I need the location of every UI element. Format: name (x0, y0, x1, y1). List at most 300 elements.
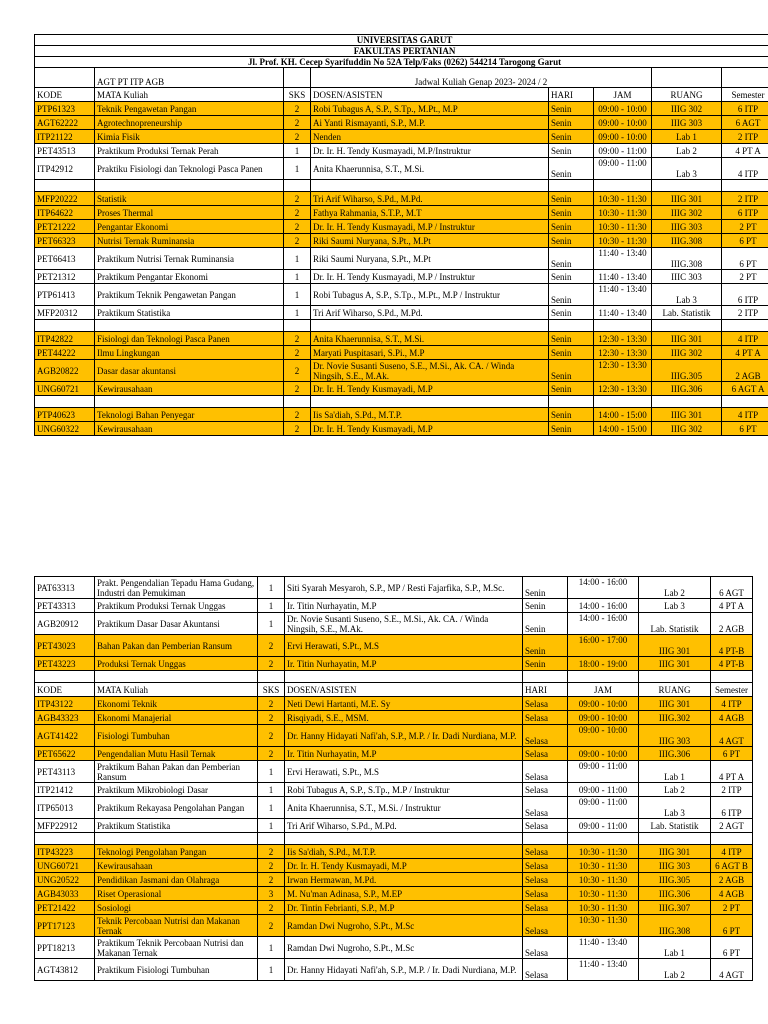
semester: 6 AGT (711, 577, 753, 599)
lecturer: Maryati Puspitasari, S.Pi., M.P (311, 346, 549, 360)
blank-cell (35, 320, 95, 332)
table-row (35, 635, 753, 657)
room: IIIG 303 (639, 859, 711, 873)
room: IIIG 301 (652, 332, 722, 346)
course-sks: 1 (284, 284, 311, 306)
course-name: Nutrisi Ternak Ruminansia (95, 234, 284, 248)
room: IIIG.306 (652, 382, 722, 396)
col-hari: HARI (549, 88, 594, 102)
day: Senin (549, 346, 594, 360)
blank-cell (285, 833, 523, 845)
lecturer: Ir. Titin Nurhayatin, M.P (285, 657, 523, 671)
header-spacer (652, 68, 722, 88)
course-code: UNG60322 (35, 422, 95, 436)
lecturer: Ramdan Dwi Nugroho, S.Pt., M.Sc (285, 937, 523, 959)
lecturer: Siti Syarah Mesyaroh, S.P., MP / Resti Fajarfika, S.P., M.Sc. (285, 577, 523, 599)
course-name: Praktikum Dasar Dasar Akuntansi (95, 613, 258, 635)
room: Lab 2 (639, 783, 711, 797)
day: Senin (549, 192, 594, 206)
course-name: Dasar dasar akuntansi (95, 360, 284, 382)
table-row (35, 144, 768, 158)
course-sks: 2 (284, 408, 311, 422)
table-row (35, 346, 768, 360)
course-name: Ilmu Lingkungan (95, 346, 284, 360)
table-row (35, 937, 753, 959)
lecturer: Dr. Ir. H. Tendy Kusmayadi, M.P / Instruktur (311, 220, 549, 234)
blank-cell (284, 320, 311, 332)
lecturer: Iis Sa'diah, S.Pd., M.T.P. (285, 845, 523, 859)
table-row (35, 845, 753, 859)
room: Lab 1 (652, 130, 722, 144)
course-code: MFP22912 (35, 819, 95, 833)
course-code: AGB20912 (35, 613, 95, 635)
course-code: PAT63313 (35, 577, 95, 599)
lecturer: Ir. Titin Nurhayatin, M.P (285, 599, 523, 613)
day: Selasa (523, 901, 568, 915)
room: IIIG.306 (639, 747, 711, 761)
course-sks: 1 (284, 270, 311, 284)
course-code: PET21312 (35, 270, 95, 284)
course-code: PET43513 (35, 144, 95, 158)
semester: 4 PT A (722, 346, 768, 360)
semester: 6 AGT (722, 116, 768, 130)
course-code: PET65622 (35, 747, 95, 761)
room: IIIG 302 (652, 422, 722, 436)
time: 09:00 - 10:00 (594, 116, 652, 130)
time: 12:30 - 13:30 (594, 360, 652, 382)
table-row (35, 887, 753, 901)
course-sks: 2 (284, 332, 311, 346)
time: 09:00 - 11:00 (568, 819, 639, 833)
course-name: Kimia Fisik (95, 130, 284, 144)
day: Senin (549, 130, 594, 144)
day: Selasa (523, 887, 568, 901)
blank-cell (523, 833, 568, 845)
room: Lab 2 (652, 144, 722, 158)
lecturer: Dr. Novie Susanti Suseno, S.E., M.Si., Ak. CA. / Winda Ningsih, S.E., M.Ak. (311, 360, 549, 382)
room: Lab. Statistik (639, 819, 711, 833)
room: Lab. Statistik (652, 306, 722, 320)
blank-cell (258, 833, 285, 845)
semester: 6 ITP (722, 102, 768, 116)
room: Lab 3 (652, 158, 722, 180)
lecturer: Tri Arif Wiharso, S.Pd., M.Pd. (285, 819, 523, 833)
lecturer: Ervi Herawati, S.Pt., M.S (285, 635, 523, 657)
time: 09:00 - 11:00 (594, 158, 652, 180)
day: Senin (549, 284, 594, 306)
col-dosen: DOSEN/ASISTEN (311, 88, 549, 102)
day: Selasa (523, 873, 568, 887)
table-2-body (35, 577, 753, 981)
course-sks: 2 (258, 747, 285, 761)
lecturer: Dr. Ir. H. Tendy Kusmayadi, M.P / Instruktur (311, 270, 549, 284)
column-header-row (35, 683, 753, 697)
semester: 4 ITP (722, 158, 768, 180)
lecturer: Anita Khaerunnisa, S.T., M.Si. / Instruktur (285, 797, 523, 819)
course-name: Praktikum Produksi Ternak Perah (95, 144, 284, 158)
course-name: Riset Operasional (95, 887, 258, 901)
lecturer: Dr. Novie Susanti Suseno, S.E., M.Si., Ak. CA. / Winda Ningsih, S.E., M.Ak. (285, 613, 523, 635)
course-sks: 1 (284, 248, 311, 270)
lecturer: Robi Tubagus A, S.P., S.Tp., M.Pt., M.P (311, 102, 549, 116)
course-sks: 1 (258, 937, 285, 959)
course-name: Praktikum Fisiologi Tumbuhan (95, 959, 258, 981)
col-jam: JAM (594, 88, 652, 102)
day: Selasa (523, 747, 568, 761)
room: IIIG.308 (652, 248, 722, 270)
blank-cell (549, 320, 594, 332)
course-sks: 2 (284, 360, 311, 382)
room: Lab 2 (639, 577, 711, 599)
col-mata-kuliah: MATA Kuliah (95, 88, 284, 102)
semester: 2 PT (722, 270, 768, 284)
course-code: PET43313 (35, 599, 95, 613)
course-code: PET21422 (35, 901, 95, 915)
day: Selasa (523, 761, 568, 783)
header-spacer (284, 68, 311, 88)
column-header: DOSEN/ASISTEN (285, 683, 523, 697)
course-sks: 2 (284, 206, 311, 220)
table-row (35, 747, 753, 761)
course-code: UNG60721 (35, 382, 95, 396)
course-sks: 2 (258, 711, 285, 725)
room: IIIG 301 (652, 408, 722, 422)
col-kode: KODE (35, 88, 95, 102)
table-row (35, 270, 768, 284)
table-row (35, 422, 768, 436)
course-code: PTP61413 (35, 284, 95, 306)
course-sks: 2 (258, 697, 285, 711)
table-row (35, 102, 768, 116)
time: 10:30 - 11:30 (568, 887, 639, 901)
room: IIIG 302 (652, 346, 722, 360)
lecturer: Irwan Hermawan, M.Pd. (285, 873, 523, 887)
room: Lab 3 (652, 284, 722, 306)
course-name: Praktikum Nutrisi Ternak Ruminansia (95, 248, 284, 270)
course-code: ITP43223 (35, 845, 95, 859)
schedule-table-2 (34, 576, 753, 981)
day: Senin (523, 577, 568, 599)
day: Selasa (523, 819, 568, 833)
time: 11:40 - 13:40 (594, 306, 652, 320)
day: Senin (549, 422, 594, 436)
time: 09:00 - 10:00 (568, 697, 639, 711)
semester: 6 PT (722, 234, 768, 248)
day: Senin (549, 144, 594, 158)
course-name: Praktikum Rekayasa Pengolahan Pangan (95, 797, 258, 819)
day: Senin (549, 158, 594, 180)
course-sks: 2 (284, 346, 311, 360)
course-name: Produksi Ternak Unggas (95, 657, 258, 671)
blank-cell (35, 671, 95, 683)
time: 11:40 - 13:40 (594, 270, 652, 284)
blank-cell (639, 671, 711, 683)
course-sks: 2 (284, 102, 311, 116)
lecturer: Dr. Ir. H. Tendy Kusmayadi, M.P/Instruktur (311, 144, 549, 158)
day: Senin (549, 360, 594, 382)
semester: 4 ITP (711, 845, 753, 859)
room: IIIG.302 (639, 711, 711, 725)
day: Senin (549, 408, 594, 422)
course-sks: 2 (258, 657, 285, 671)
time: 10:30 - 11:30 (568, 915, 639, 937)
semester: 4 PT A (711, 599, 753, 613)
blank-cell (594, 396, 652, 408)
course-code: PET66323 (35, 234, 95, 248)
header-spacer (722, 68, 768, 88)
course-name: Proses Thermal (95, 206, 284, 220)
course-sks: 2 (284, 116, 311, 130)
lecturer: Iis Sa'diah, S.Pd., M.T.P. (311, 408, 549, 422)
table-row (35, 697, 753, 711)
table-row (35, 116, 768, 130)
table-row (35, 206, 768, 220)
course-name: Ekonomi Teknik (95, 697, 258, 711)
course-sks: 1 (258, 577, 285, 599)
table-row (35, 599, 753, 613)
table-row (35, 711, 753, 725)
course-code: PPT17123 (35, 915, 95, 937)
time: 11:40 - 13:40 (568, 959, 639, 981)
column-header: Semester (711, 683, 753, 697)
course-code: AGB20822 (35, 360, 95, 382)
blank-cell (35, 180, 95, 192)
day: Senin (549, 270, 594, 284)
semester: 4 ITP (722, 332, 768, 346)
course-code: AGB43033 (35, 887, 95, 901)
lecturer: Tri Arif Wiharso, S.Pd., M.Pd. (311, 306, 549, 320)
semester: 4 ITP (722, 408, 768, 422)
lecturer: Dr. Tintin Febrianti, S.P., M.P (285, 901, 523, 915)
time: 09:00 - 11:00 (594, 144, 652, 158)
semester: 6 AGT B (711, 859, 753, 873)
column-header: SKS (258, 683, 285, 697)
semester: 6 ITP (722, 284, 768, 306)
course-sks: 1 (258, 613, 285, 635)
lecturer: Riki Saumi Nuryana, S.Pt., M.Pt (311, 248, 549, 270)
course-name: Fisiologi Tumbuhan (95, 725, 258, 747)
day: Senin (549, 116, 594, 130)
lecturer: Dr. Ir. H. Tendy Kusmayadi, M.P (285, 859, 523, 873)
semester: 2 ITP (722, 192, 768, 206)
column-header-row (35, 88, 768, 102)
table-row (35, 797, 753, 819)
program-list: AGT PT ITP AGB (95, 68, 284, 88)
blank-row (35, 320, 768, 332)
lecturer: Dr. Ir. H. Tendy Kusmayadi, M.P (311, 382, 549, 396)
room: IIIG 301 (639, 845, 711, 859)
room: IIIG.307 (639, 901, 711, 915)
blank-cell (95, 320, 284, 332)
course-sks: 2 (258, 859, 285, 873)
lecturer: Riki Saumi Nuryana, S.Pt., M.Pt (311, 234, 549, 248)
room: Lab 1 (639, 761, 711, 783)
room: Lab 2 (639, 959, 711, 981)
course-code: ITP42822 (35, 332, 95, 346)
blank-cell (652, 180, 722, 192)
day: Selasa (523, 797, 568, 819)
semester: 2 ITP (711, 783, 753, 797)
course-code: UNG60721 (35, 859, 95, 873)
time: 14:00 - 16:00 (568, 577, 639, 599)
lecturer: Nenden (311, 130, 549, 144)
room: IIIC 303 (652, 270, 722, 284)
lecturer: Dr. Hanny Hidayati Nafi'ah, S.P., M.P. / Ir. Dadi Nurdiana, M.P. (285, 725, 523, 747)
course-sks: 1 (258, 819, 285, 833)
blank-cell (722, 180, 768, 192)
semester: 2 PT (711, 901, 753, 915)
course-name: Fisiologi dan Teknologi Pasca Panen (95, 332, 284, 346)
lecturer: Anita Khaerunnisa, S.T., M.Si. (311, 332, 549, 346)
table-row (35, 332, 768, 346)
time: 10:30 - 11:30 (594, 206, 652, 220)
course-sks: 2 (258, 873, 285, 887)
room: Lab 1 (639, 937, 711, 959)
day: Senin (523, 613, 568, 635)
course-name: Praktikum Produksi Ternak Unggas (95, 599, 258, 613)
lecturer: Ervi Herawati, S.Pt., M.S (285, 761, 523, 783)
semester: 6 PT (722, 248, 768, 270)
course-code: ITP64622 (35, 206, 95, 220)
course-name: Praktikum Teknik Percobaan Nutrisi dan Makanan Ternak (95, 937, 258, 959)
blank-row (35, 833, 753, 845)
column-header: MATA Kuliah (95, 683, 258, 697)
blank-cell (311, 180, 549, 192)
semester: 2 AGB (722, 360, 768, 382)
time: 10:30 - 11:30 (594, 220, 652, 234)
semester: 4 PT-B (711, 657, 753, 671)
lecturer: Ir. Titin Nurhayatin, M.P (285, 747, 523, 761)
course-sks: 2 (258, 901, 285, 915)
table-row (35, 220, 768, 234)
course-sks: 1 (258, 761, 285, 783)
room: IIIG 301 (639, 657, 711, 671)
course-sks: 1 (284, 158, 311, 180)
course-code: UNG20522 (35, 873, 95, 887)
day: Senin (549, 332, 594, 346)
blank-cell (568, 833, 639, 845)
semester: 6 ITP (711, 797, 753, 819)
course-code: PPT18213 (35, 937, 95, 959)
course-code: AGB43323 (35, 711, 95, 725)
course-sks: 2 (258, 845, 285, 859)
time: 18:00 - 19:00 (568, 657, 639, 671)
day: Selasa (523, 937, 568, 959)
course-name: Bahan Pakan dan Pemberian Ransum (95, 635, 258, 657)
time: 12:30 - 13:30 (594, 382, 652, 396)
table-row (35, 873, 753, 887)
course-sks: 2 (258, 635, 285, 657)
room: IIIG.306 (639, 887, 711, 901)
course-name: Praktikum Mikrobiologi Dasar (95, 783, 258, 797)
time: 16:00 - 17:00 (568, 635, 639, 657)
semester: 2 AGB (711, 873, 753, 887)
day: Selasa (523, 711, 568, 725)
semester: 6 PT (722, 422, 768, 436)
table-row (35, 382, 768, 396)
course-code: PTP40623 (35, 408, 95, 422)
table-row (35, 408, 768, 422)
blank-cell (711, 671, 753, 683)
room: IIIG 303 (639, 725, 711, 747)
room: IIIG.308 (652, 234, 722, 248)
course-sks: 1 (284, 306, 311, 320)
day: Senin (523, 635, 568, 657)
time: 14:00 - 15:00 (594, 408, 652, 422)
course-code: PTP61323 (35, 102, 95, 116)
blank-cell (652, 320, 722, 332)
course-name: Pendidikan Jasmani dan Olahraga (95, 873, 258, 887)
column-header: JAM (568, 683, 639, 697)
table-row (35, 234, 768, 248)
course-sks: 3 (258, 887, 285, 901)
time: 09:00 - 11:00 (568, 797, 639, 819)
table-row (35, 859, 753, 873)
time: 10:30 - 11:30 (568, 873, 639, 887)
course-code: ITP21122 (35, 130, 95, 144)
day: Selasa (523, 845, 568, 859)
col-sks: SKS (284, 88, 311, 102)
header-spacer (35, 68, 95, 88)
university-name: UNIVERSITAS GARUT (35, 35, 768, 46)
day: Senin (549, 248, 594, 270)
course-name: Kewirausahaan (95, 422, 284, 436)
room: Lab 3 (639, 599, 711, 613)
course-code: PET21222 (35, 220, 95, 234)
semester: 6 PT (711, 747, 753, 761)
lecturer: Risqiyadi, S.E., MSM. (285, 711, 523, 725)
table-row (35, 248, 768, 270)
table-row (35, 761, 753, 783)
table-row (35, 360, 768, 382)
time: 11:40 - 13:40 (594, 248, 652, 270)
time: 09:00 - 10:00 (568, 711, 639, 725)
course-name: Praktikum Statistika (95, 306, 284, 320)
faculty-name: FAKULTAS PERTANIAN (35, 46, 768, 57)
time: 10:30 - 11:30 (568, 845, 639, 859)
schedule-table-1 (34, 34, 768, 436)
course-code: AGT41422 (35, 725, 95, 747)
lecturer: Tri Arif Wiharso, S.Pd., M.Pd. (311, 192, 549, 206)
time: 09:00 - 11:00 (568, 761, 639, 783)
semester: 4 AGB (711, 887, 753, 901)
course-code: PET66413 (35, 248, 95, 270)
course-name: Praktikum Statistika (95, 819, 258, 833)
course-sks: 1 (284, 144, 311, 158)
day: Senin (549, 306, 594, 320)
lecturer: Fathya Rahmania, S.T.P., M.T (311, 206, 549, 220)
table-1-body (35, 102, 768, 436)
room: IIIG.305 (639, 873, 711, 887)
blank-cell (284, 180, 311, 192)
course-sks: 1 (258, 599, 285, 613)
semester: 4 PT A (722, 144, 768, 158)
course-sks: 1 (258, 783, 285, 797)
room: IIIG.305 (652, 360, 722, 382)
day: Selasa (523, 783, 568, 797)
semester: 2 PT (722, 220, 768, 234)
lecturer: Robi Tubagus A, S.P., S.Tp., M.Pt., M.P / Instruktur (311, 284, 549, 306)
semester: 2 AGT (711, 819, 753, 833)
course-name: Agrotechnopreneurship (95, 116, 284, 130)
blank-cell (35, 833, 95, 845)
room: IIIG 303 (652, 116, 722, 130)
schedule-title: Jadwal Kuliah Genap 2023- 2024 / 2 (311, 68, 652, 88)
time: 12:30 - 13:30 (594, 332, 652, 346)
course-sks: 1 (258, 797, 285, 819)
course-code: PET43023 (35, 635, 95, 657)
blank-cell (35, 396, 95, 408)
